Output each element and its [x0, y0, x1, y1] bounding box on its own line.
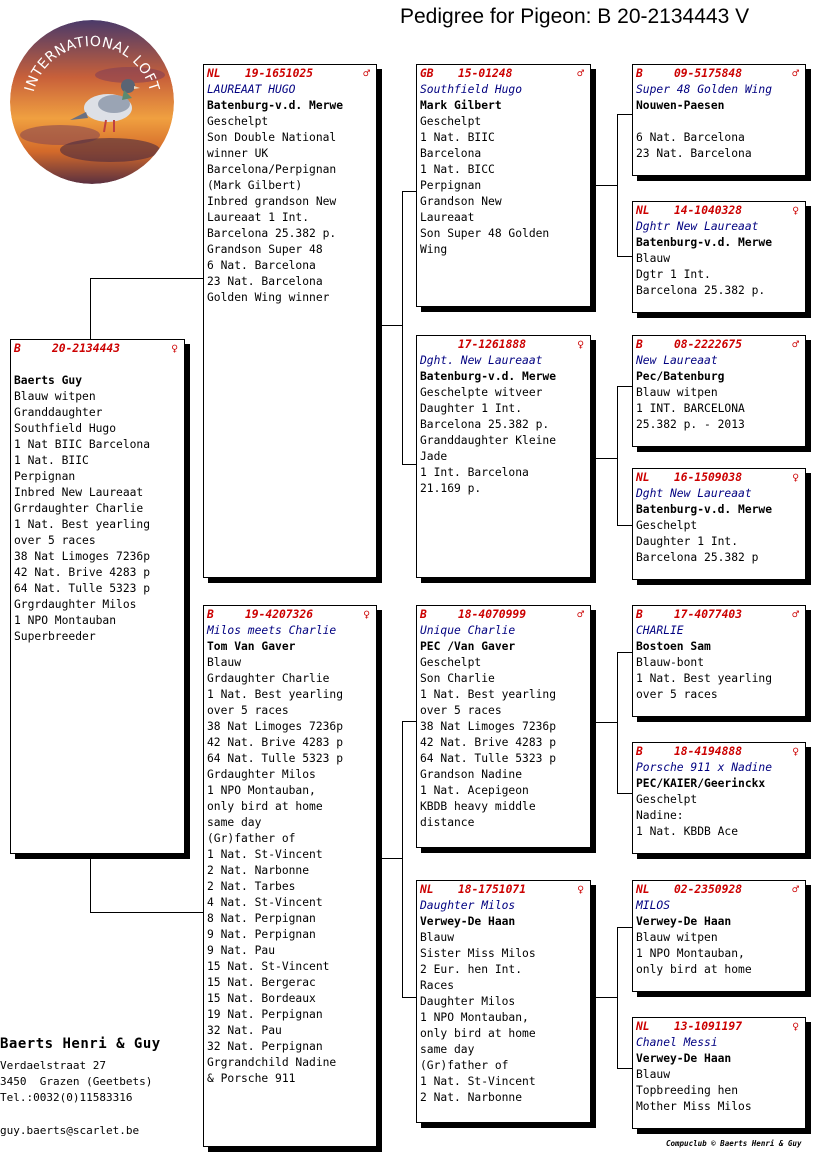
breeder-name: PEC/KAIER/Geerinckx	[636, 777, 766, 790]
male-icon: ♂	[577, 608, 584, 621]
pigeon-detail-line: Inbred New Laureaat	[14, 486, 144, 499]
country-code: B	[207, 608, 214, 621]
pigeon-card-dam[interactable]	[203, 605, 377, 1147]
pigeon-card-dss[interactable]	[632, 605, 806, 717]
pigeon-detail-line: only bird at home	[636, 963, 752, 976]
country-code: B	[420, 608, 427, 621]
pigeon-detail-line: Geschelpt	[636, 519, 698, 532]
pigeon-detail-line: Golden Wing winner	[207, 291, 330, 304]
country-code	[420, 337, 458, 353]
pigeon-detail-line: same day	[207, 816, 262, 829]
connector-line	[595, 458, 617, 459]
pigeon-detail-line: 1 NPO Montauban,	[636, 947, 745, 960]
connector-line	[90, 278, 91, 340]
pigeon-detail-line: Blauw witpen	[636, 386, 718, 399]
pigeon-detail-line: 6 Nat. Barcelona	[207, 259, 316, 272]
card-header	[636, 882, 805, 898]
card-header	[420, 607, 590, 623]
pigeon-detail-line: Grandson Super 48	[207, 243, 323, 256]
pigeon-name: Dght. New Laureaat	[420, 354, 543, 367]
pigeon-detail-line: 15 Nat. Bordeaux	[207, 992, 316, 1005]
pigeon-detail-line: 2 Nat. Tarbes	[207, 880, 296, 893]
pigeon-detail-line: 1 Nat. Best yearling	[207, 688, 344, 701]
pigeon-detail-line: Barcelona 25.382 p.	[207, 227, 337, 240]
breeder-name: Batenburg-v.d. Merwe	[636, 503, 773, 516]
pigeon-detail-line: 64 Nat. Tulle 5323 p	[420, 752, 557, 765]
pigeon-detail-line: Blauw witpen	[14, 390, 96, 403]
pigeon-detail-line: Son Charlie	[420, 672, 495, 685]
pigeon-detail-line: Dgtr 1 Int.	[636, 268, 711, 281]
country-code: NL	[636, 1020, 650, 1033]
ring-number: 08-2222675	[674, 338, 743, 351]
pigeon-detail-line: 23 Nat. Barcelona	[636, 147, 752, 160]
pigeon-name: Unique Charlie	[420, 624, 516, 637]
pigeon-detail-line: 1 Nat. Acepigeon	[420, 784, 529, 797]
connector-line	[617, 927, 632, 928]
male-icon: ♂	[363, 67, 370, 80]
pigeon-detail-line: 1 Nat. BIIC	[420, 131, 495, 144]
card-header	[636, 203, 805, 219]
pigeon-name: Dghtr New Laureaat	[636, 220, 759, 233]
ring-number: 15-01248	[458, 67, 513, 80]
pigeon-detail-line: Sister Miss Milos	[420, 947, 536, 960]
pigeon-detail-line: Son Double National	[207, 131, 337, 144]
breeder-name: Bostoen Sam	[636, 640, 711, 653]
pigeon-detail-line: 1 Nat. Best yearling	[636, 672, 773, 685]
pigeon-detail-line: 1 NPO Montauban,	[420, 1011, 529, 1024]
pigeon-card-subject[interactable]	[10, 339, 185, 854]
connector-line	[617, 793, 632, 794]
pigeon-detail-line: 1 Int. Barcelona	[420, 466, 529, 479]
connector-line	[90, 278, 204, 279]
pigeon-detail-line: over 5 races	[207, 704, 289, 717]
pigeon-name: Porsche 911 x Nadine	[636, 761, 773, 774]
pigeon-detail-line: only bird at home	[207, 800, 323, 813]
pigeon-detail-line: 23 Nat. Barcelona	[207, 275, 323, 288]
pigeon-name: New Laureaat	[636, 354, 718, 367]
pigeon-detail-line: Grdaughter Charlie	[207, 672, 330, 685]
pigeon-detail-line: Barcelona/Perpignan	[207, 163, 337, 176]
male-icon: ♂	[792, 67, 799, 80]
breeder-name: Nouwen-Paesen	[636, 99, 725, 112]
connector-line	[617, 652, 618, 793]
pigeon-detail-line: Geschelpt	[420, 656, 482, 669]
pigeon-detail-line: Races	[420, 979, 455, 992]
ring-number: 18-4070999	[458, 608, 527, 621]
pigeon-detail-line: 1 Nat. Best yearling	[420, 688, 557, 701]
pigeon-name: CHARLIE	[636, 624, 684, 637]
pigeon-detail-line: KBDB heavy middle	[420, 800, 536, 813]
female-icon: ♀	[171, 342, 178, 355]
pigeon-detail-line: 42 Nat. Brive 4283 p	[420, 736, 557, 749]
pigeon-detail-line: Son Super 48 Golden	[420, 227, 550, 240]
female-icon: ♀	[792, 471, 799, 484]
card-header	[636, 337, 805, 353]
pigeon-detail-line: Barcelona 25.382 p	[636, 551, 759, 564]
country-code: B	[636, 745, 643, 758]
pigeon-card-dam-sire[interactable]	[416, 605, 591, 848]
pigeon-detail-line: Perpignan	[420, 179, 482, 192]
pigeon-detail-line: Blauw	[636, 252, 671, 265]
ring-number: 02-2350928	[674, 883, 743, 896]
pigeon-card-dsd[interactable]	[632, 742, 806, 854]
pigeon-detail-line: 2 Nat. Narbonne	[207, 864, 310, 877]
pigeon-card-sds[interactable]	[632, 335, 806, 447]
ring-number: 19-1651025	[245, 67, 314, 80]
pigeon-detail-line: Grrdaughter Charlie	[14, 502, 144, 515]
pigeon-detail-line: 42 Nat. Brive 4283 p	[207, 736, 344, 749]
pigeon-detail-line: Geschelpt	[207, 115, 269, 128]
connector-line	[617, 525, 632, 526]
male-icon: ♂	[792, 608, 799, 621]
connector-line	[595, 997, 617, 998]
pigeon-card-sire-sire[interactable]	[416, 64, 591, 307]
ring-number: 14-1040328	[674, 204, 743, 217]
pigeon-detail-line: Grandson New	[420, 195, 502, 208]
pigeon-detail-line: Grandson Nadine	[420, 768, 523, 781]
pigeon-detail-line: Granddaughter Kleine	[420, 434, 557, 447]
pigeon-detail-line: 32 Nat. Perpignan	[207, 1040, 323, 1053]
pigeon-detail-line: 9 Nat. Perpignan	[207, 928, 316, 941]
pigeon-detail-line: 21.169 p.	[420, 482, 482, 495]
pigeon-card-sdd[interactable]	[632, 468, 806, 580]
pigeon-detail-line: 1 Nat. St-Vincent	[207, 848, 323, 861]
connector-line	[380, 858, 402, 859]
female-icon: ♀	[792, 204, 799, 217]
pigeon-detail-line: Grgrandchild Nadine	[207, 1056, 337, 1069]
male-icon: ♂	[577, 67, 584, 80]
pigeon-detail-line: Geschelpt	[636, 793, 698, 806]
pigeon-detail-line: 1 Nat. KBDB Ace	[636, 825, 739, 838]
pigeon-detail-line: 9 Nat. Pau	[207, 944, 276, 957]
pigeon-detail-line: only bird at home	[420, 1027, 536, 1040]
ring-number: 17-4077403	[674, 608, 743, 621]
card-header	[636, 607, 805, 623]
loft-logo	[10, 20, 174, 184]
country-code: NL	[207, 67, 221, 80]
pigeon-card-ddd[interactable]	[632, 1017, 806, 1129]
pigeon-detail-line: 2 Eur. hen Int.	[420, 963, 523, 976]
connector-line	[402, 464, 416, 465]
page-title: Pedigree for Pigeon: B 20-2134443 V	[400, 5, 750, 28]
pigeon-detail-line: 1 Nat. BIIC	[14, 454, 89, 467]
owner-phone: Tel.:0032(0)11583316	[0, 1091, 133, 1104]
pigeon-detail-line: (Mark Gilbert)	[207, 179, 303, 192]
owner-street: Verdaelstraat 27	[0, 1059, 106, 1072]
pigeon-detail-line: Geschelpte witveer	[420, 386, 543, 399]
owner-name: Baerts Henri & Guy	[0, 1036, 161, 1052]
country-code: B	[636, 608, 643, 621]
connector-line	[402, 191, 416, 192]
breeder-name: Verwey-De Haan	[636, 915, 732, 928]
owner-city: 3450 Grazen (Geetbets)	[0, 1075, 153, 1088]
pigeon-detail-line: Grgrdaughter Milos	[14, 598, 137, 611]
card-header	[207, 66, 376, 82]
female-icon: ♀	[577, 338, 584, 351]
female-icon: ♀	[792, 745, 799, 758]
connector-line	[402, 997, 416, 998]
pigeon-detail-line: 8 Nat. Perpignan	[207, 912, 316, 925]
pigeon-detail-line: Jade	[420, 450, 448, 463]
pigeon-card-dds[interactable]	[632, 880, 806, 992]
owner-info	[0, 1036, 161, 1106]
connector-line	[402, 721, 403, 997]
card-header	[420, 882, 590, 898]
pigeon-card-sss[interactable]	[632, 64, 806, 176]
connector-line	[402, 191, 403, 464]
card-header	[636, 1019, 805, 1035]
pigeon-detail-line: Barcelona 25.382 p.	[420, 418, 550, 431]
country-code: GB	[420, 67, 434, 80]
ring-number: 20-2134443	[52, 342, 121, 355]
pigeon-detail-line: Blauw	[420, 931, 455, 944]
pigeon-detail-line: Superbreeder	[14, 630, 96, 643]
ring-number: 18-1751071	[458, 883, 527, 896]
breeder-name: Pec/Batenburg	[636, 370, 725, 383]
breeder-name: Batenburg-v.d. Merwe	[420, 370, 557, 383]
breeder-name: Batenburg-v.d. Merwe	[636, 236, 773, 249]
male-icon: ♂	[792, 338, 799, 351]
ring-number: 13-1091197	[674, 1020, 743, 1033]
pigeon-detail-line: distance	[420, 816, 475, 829]
pigeon-detail-line: Daughter 1 Int.	[420, 402, 523, 415]
connector-line	[617, 1068, 632, 1069]
female-icon: ♀	[363, 608, 370, 621]
pigeon-detail-line: Mother Miss Milos	[636, 1100, 752, 1113]
card-header	[636, 744, 805, 760]
connector-line	[617, 386, 632, 387]
pigeon-detail-line: 64 Nat. Tulle 5323 p	[14, 582, 151, 595]
pigeon-detail-line: 2 Nat. Narbonne	[420, 1091, 523, 1104]
pigeon-detail-line: over 5 races	[420, 704, 502, 717]
connector-line	[617, 927, 618, 1068]
breeder-name: Verwey-De Haan	[636, 1052, 732, 1065]
owner-email[interactable]: guy.baerts@scarlet.be	[0, 1124, 140, 1137]
pigeon-name: Super 48 Golden Wing	[636, 83, 773, 96]
pigeon-detail-line: over 5 races	[636, 688, 718, 701]
breeder-name: Baerts Guy	[14, 374, 83, 387]
ring-number: 09-5175848	[674, 67, 743, 80]
pigeon-detail-line: Daughter Milos	[420, 995, 516, 1008]
breeder-name: Tom Van Gaver	[207, 640, 296, 653]
card-header	[636, 66, 805, 82]
card-header	[636, 470, 805, 486]
connector-line	[90, 856, 91, 913]
breeder-name: Verwey-De Haan	[420, 915, 516, 928]
pigeon-detail-line: 1 INT. BARCELONA	[636, 402, 745, 415]
pigeon-detail-line: 6 Nat. Barcelona	[636, 131, 745, 144]
pigeon-detail-line: Blauw-bont	[636, 656, 705, 669]
svg-text:INTERNATIONAL LOFT: INTERNATIONAL LOFT	[21, 33, 163, 94]
female-icon: ♀	[792, 1020, 799, 1033]
pigeon-detail-line: same day	[420, 1043, 475, 1056]
pigeon-detail-line: Daughter 1 Int.	[636, 535, 739, 548]
ring-number: 16-1509038	[674, 471, 743, 484]
pigeon-detail-line: 38 Nat Limoges 7236p	[207, 720, 344, 733]
pigeon-detail-line: Topbreeding hen	[636, 1084, 739, 1097]
pigeon-name: Milos meets Charlie	[207, 624, 337, 637]
pigeon-card-sire-dam[interactable]	[416, 335, 591, 578]
pigeon-detail-line: 19 Nat. Perpignan	[207, 1008, 323, 1021]
country-code: NL	[420, 883, 434, 896]
pigeon-detail-line: 42 Nat. Brive 4283 p	[14, 566, 151, 579]
pigeon-name: Daughter Milos	[420, 899, 516, 912]
pigeon-name: Southfield Hugo	[420, 83, 523, 96]
pigeon-detail-line: 1 Nat. Best yearling	[14, 518, 151, 531]
pigeon-card-dam-dam[interactable]	[416, 880, 591, 1123]
pigeon-detail-line: & Porsche 911	[207, 1072, 296, 1085]
pigeon-name: Chanel Messi	[636, 1036, 718, 1049]
pigeon-card-ssd[interactable]	[632, 201, 806, 313]
pigeon-detail-line: Southfield Hugo	[14, 422, 117, 435]
pigeon-detail-line: Granddaughter	[14, 406, 103, 419]
country-code: B	[636, 338, 643, 351]
country-code: NL	[636, 471, 650, 484]
connector-line	[617, 652, 632, 653]
ring-number: 17-1261888	[458, 338, 527, 351]
pigeon-detail-line: (Gr)father of	[207, 832, 296, 845]
pigeon-detail-line: 15 Nat. Bergerac	[207, 976, 316, 989]
connector-line	[402, 721, 416, 722]
pigeon-name: LAUREAAT HUGO	[207, 83, 296, 96]
breeder-name: PEC /Van Gaver	[420, 640, 516, 653]
connector-line	[380, 325, 402, 326]
country-code: NL	[636, 883, 650, 896]
pigeon-detail-line: 15 Nat. St-Vincent	[207, 960, 330, 973]
connector-line	[617, 386, 618, 525]
pigeon-detail-line: 1 NPO Montauban	[14, 614, 117, 627]
pigeon-detail-line: 38 Nat Limoges 7236p	[14, 550, 151, 563]
pigeon-detail-line: 64 Nat. Tulle 5323 p	[207, 752, 344, 765]
footer-credit: Compuclub © Baerts Henri & Guy	[666, 1139, 802, 1148]
connector-line	[595, 722, 617, 723]
pigeon-detail-line: 4 Nat. St-Vincent	[207, 896, 323, 909]
pigeon-detail-line: 1 Nat. BICC	[420, 163, 495, 176]
pigeon-detail-line: Wing	[420, 243, 448, 256]
pigeon-name: MILOS	[636, 899, 671, 912]
pigeon-card-sire[interactable]	[203, 64, 377, 578]
country-code: B	[636, 67, 643, 80]
breeder-name: Batenburg-v.d. Merwe	[207, 99, 344, 112]
breeder-name: Mark Gilbert	[420, 99, 502, 112]
pigeon-detail-line: Perpignan	[14, 470, 76, 483]
pigeon-detail-line: 32 Nat. Pau	[207, 1024, 282, 1037]
pigeon-detail-line: Blauw	[636, 1068, 671, 1081]
connector-line	[617, 114, 632, 115]
connector-line	[595, 185, 617, 186]
pigeon-detail-line: Inbred grandson New	[207, 195, 337, 208]
pigeon-detail-line: 38 Nat Limoges 7236p	[420, 720, 557, 733]
pigeon-detail-line: Barcelona	[420, 147, 482, 160]
pigeon-detail-line: 1 Nat BIIC Barcelona	[14, 438, 151, 451]
pigeon-detail-line: 1 Nat. St-Vincent	[420, 1075, 536, 1088]
ring-number: 18-4194888	[674, 745, 743, 758]
pigeon-detail-line: Laureaat 1 Int.	[207, 211, 310, 224]
pigeon-detail-line: Barcelona 25.382 p.	[636, 284, 766, 297]
connector-line	[617, 256, 632, 257]
pigeon-detail-line: Laureaat	[420, 211, 475, 224]
card-header	[14, 341, 184, 357]
male-icon: ♂	[792, 883, 799, 896]
country-code: NL	[636, 204, 650, 217]
pigeon-detail-line	[636, 114, 805, 130]
pigeon-detail-line: winner UK	[207, 147, 269, 160]
pigeon-detail-line: Grdaughter Milos	[207, 768, 316, 781]
pigeon-detail-line: Blauw witpen	[636, 931, 718, 944]
connector-line	[617, 114, 618, 256]
pigeon-detail-line: 1 NPO Montauban,	[207, 784, 316, 797]
pigeon-detail-line: Blauw	[207, 656, 242, 669]
pigeon-detail-line: 25.382 p. - 2013	[636, 418, 745, 431]
pigeon-detail-line: over 5 races	[14, 534, 96, 547]
card-header	[420, 337, 590, 353]
pigeon-detail-line: Nadine:	[636, 809, 684, 822]
pigeon-detail-line: (Gr)father of	[420, 1059, 509, 1072]
card-header	[207, 607, 376, 623]
country-code: B	[14, 342, 21, 355]
pigeon-name: Dght New Laureaat	[636, 487, 752, 500]
ring-number: 19-4207326	[245, 608, 314, 621]
connector-line	[90, 912, 204, 913]
female-icon: ♀	[577, 883, 584, 896]
card-header	[420, 66, 590, 82]
pigeon-detail-line: Geschelpt	[420, 115, 482, 128]
